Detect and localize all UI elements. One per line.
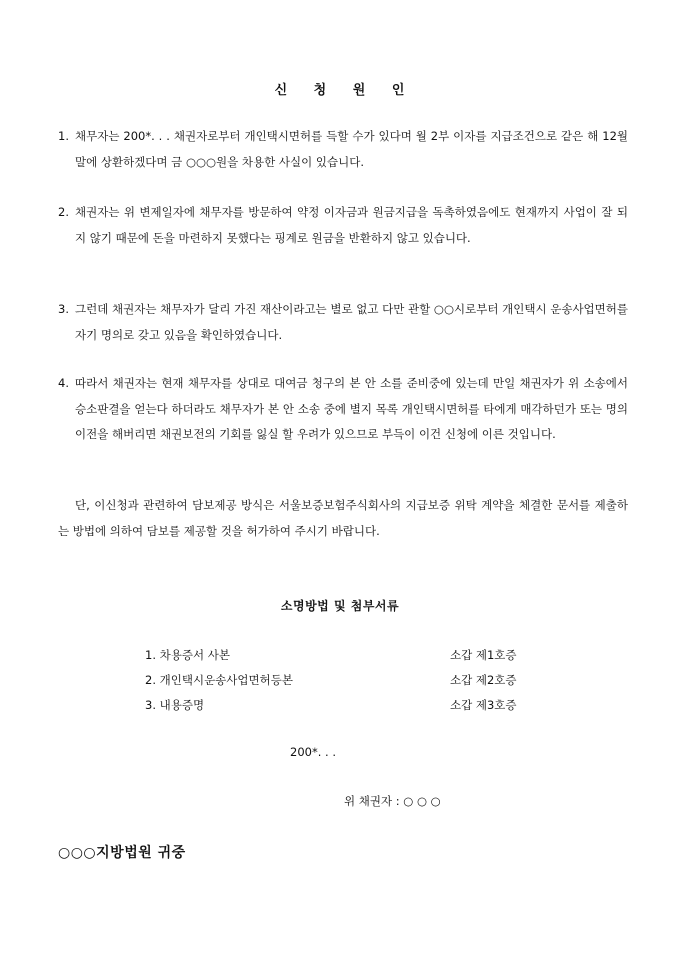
- closing-paragraph: 단, 이신청과 관련하여 담보제공 방식은 서울보증보험주식회사의 지급보증 위탁 계약을 체결한 문서를 제출하는 방법에 의하여 담보를 제공할 것을 허가하여 주시기 바랍니다.: [58, 498, 628, 538]
- paragraph-number: 2.: [58, 205, 69, 219]
- evidence-code: 소갑 제2호증: [450, 673, 517, 687]
- evidence-item: [145, 695, 545, 715]
- paragraph-text: 채무자는 200*. . . 채권자로부터 개인택시면허를 득할 수가 있다며 월 2부 이자를 지급조건으로 같은 해 12월말에 상환하겠다며 금 ○○○원을 차용한 사실이 있습니다.: [75, 129, 628, 169]
- paragraph-3: [58, 297, 628, 348]
- evidence-label: 1. 차용증서 사본: [145, 648, 230, 662]
- paragraph-number: 3.: [58, 302, 69, 316]
- evidence-label: 3. 내용증명: [145, 698, 205, 712]
- paragraph-text: 채권자는 위 변제일자에 채무자를 방문하여 약정 이자금과 원금지급을 독촉하였음에도 현재까지 사업이 잘 되지 않기 때문에 돈을 마련하지 못했다는 핑계로 원금을 반환하지 않고 있습니다.: [75, 205, 628, 245]
- document-date: 200*. . .: [290, 745, 336, 759]
- signer-line: 위 채권자 : ○ ○ ○: [344, 794, 441, 808]
- paragraph-4: [58, 371, 628, 448]
- evidence-section-title: 소명방법 및 첨부서류: [280, 599, 400, 613]
- evidence-code: 소갑 제1호증: [450, 648, 517, 662]
- paragraph-number: 1.: [58, 129, 69, 143]
- paragraph-text: 따라서 채권자는 현재 채무자를 상대로 대여금 청구의 본 안 소를 준비중에 있는데 만일 채권자가 위 소송에서 승소판결을 얻는다 하더라도 채무자가 본 안 소송 중에 별지 목록 개인택시면허를 타에게 매각하던가 또는 명의이전을 해버리면 채권보전의 기회를 잃실 할 우려가 있으므로 부득이 이건 신청에 이른 것입니다.: [75, 376, 628, 441]
- paragraph-1: [58, 124, 628, 175]
- paragraph-text: 그런데 채권자는 채무자가 달리 가진 재산이라고는 별로 없고 다만 관할 ○○시로부터 개인택시 운송사업면허를 자기 명의로 갖고 있음을 확인하였습니다.: [75, 302, 628, 342]
- paragraph-number: 4.: [58, 376, 69, 390]
- evidence-code: 소갑 제3호증: [450, 698, 517, 712]
- court-addressee: ○○○지방법원 귀중: [58, 845, 186, 861]
- paragraph-2: [58, 200, 628, 251]
- evidence-item: [145, 645, 545, 665]
- evidence-label: 2. 개인택시운송사업면허등본: [145, 673, 293, 687]
- evidence-item: [145, 670, 545, 690]
- document-title: 신 청 원 인: [274, 83, 416, 98]
